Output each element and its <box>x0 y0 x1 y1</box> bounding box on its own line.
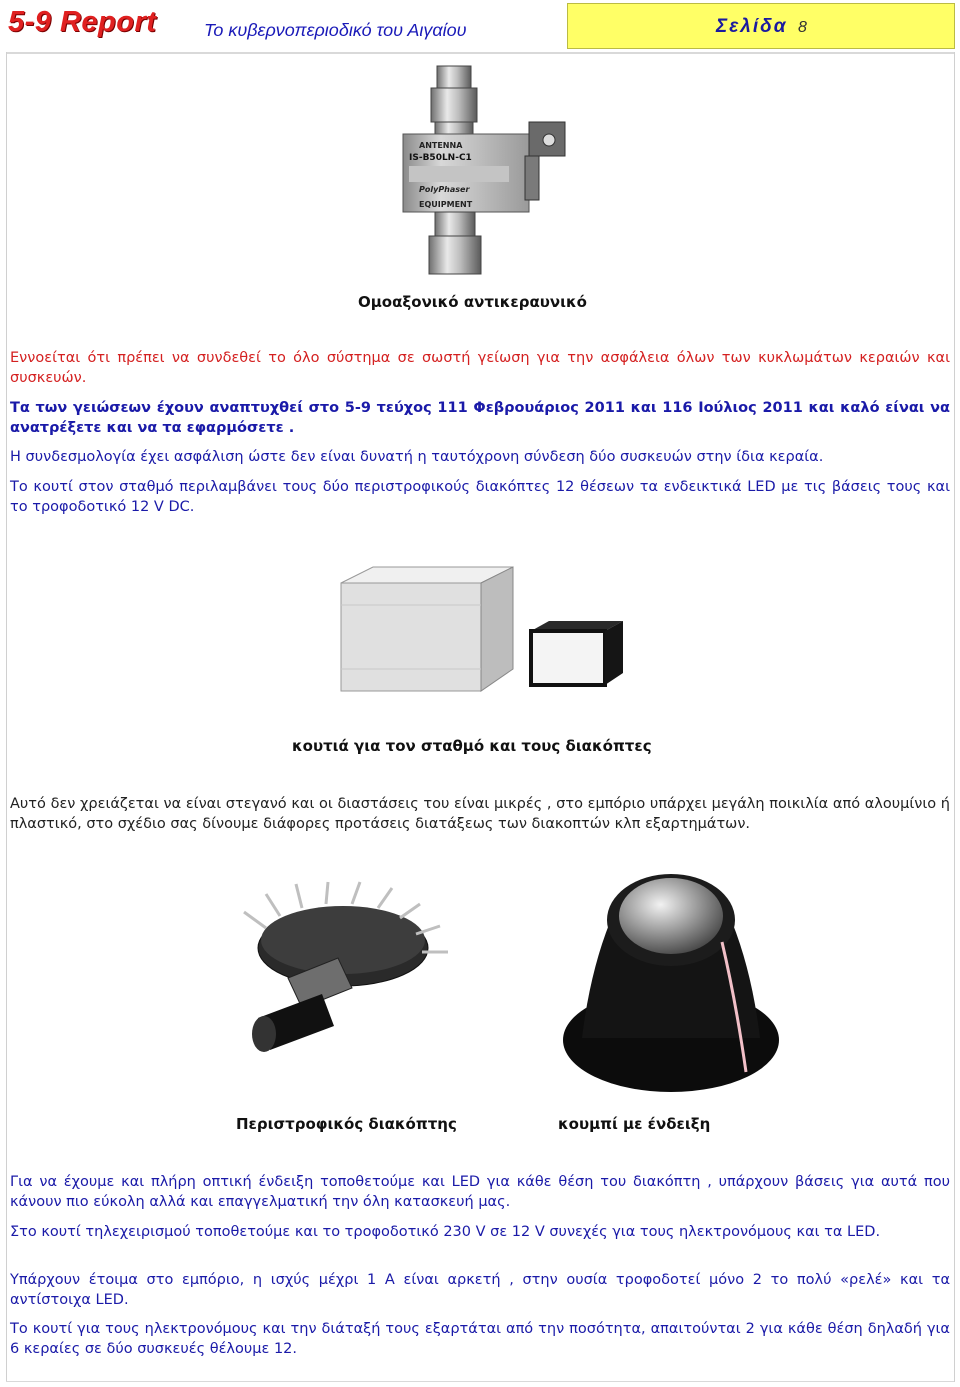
enclosures-caption: κουτιά για τον σταθμό και τους διακόπτες <box>292 737 652 755</box>
enclosures-image <box>335 565 635 695</box>
arrester-fineprint <box>409 166 509 182</box>
magazine-tagline: Το κυβερνοπεριοδικό του Αιγαίου <box>204 20 467 40</box>
rotary-switch-image <box>218 878 478 1078</box>
right-margin-line <box>954 52 955 1382</box>
arrester-label-line: ANTENNA <box>419 141 463 150</box>
left-margin-line <box>6 52 7 1382</box>
paragraph-interlock: Η συνδεσμολογία έχει ασφάλιση ώστε δεν είναι δυνατή η ταυτόχρονη σύνδεση δύο συσκευών στην ίδια κεραία. <box>10 449 824 465</box>
arrester-label-line: EQUIPMENT <box>419 200 473 209</box>
paragraph-led-indication: Για να έχουμε και πλήρη οπτική ένδειξη τοποθετούμε και LED για κάθε θέση του διακόπτη , υπάρχουν βάσεις για αυτά που κάνουν πιο εύκολη αλλά και επαγγελματική την όλη κατασκευή μας. <box>10 1174 950 1210</box>
arrester-caption: Ομοαξονικό αντικεραυνικό <box>358 293 587 311</box>
footer-divider <box>6 1381 954 1382</box>
magazine-brand: 5-9 Report <box>8 6 157 38</box>
rotary-switch-caption: Περιστροφικός διακόπτης <box>236 1115 457 1133</box>
page-number-box <box>567 3 955 49</box>
header-divider <box>6 52 954 54</box>
paragraph-grounding-reference: Τα των γειώσεων έχουν αναπτυχθεί στο 5-9 τεύχος 111 Φεβρουάριος 2011 και 116 Ιούλιος 2011 και καλό είναι να ανατρέξετε και να τα εφαρμόσετε . <box>10 400 950 436</box>
page-header <box>0 0 960 52</box>
paragraph-grounding: Εννοείται ότι πρέπει να συνδεθεί το όλο σύστημα σε σωστή γείωση για την ασφάλεια όλων των κυκλωμάτων κεραιών και συσκευών. <box>10 350 950 386</box>
paragraph-relay-count: Το κουτί για τους ηλεκτρονόμους και την διάταξή τους εξαρτάται από την ποσότητα, απαιτούνται 2 για κάθε θέση δηλαδή για 6 κεραίες σε δύο συσκευές θέλουμε 12. <box>10 1321 950 1357</box>
paragraph-enclosure: Αυτό δεν χρειάζεται να είναι στεγανό και οι διαστάσεις του είναι μικρές , στο εμπόριο υπάρχει μεγάλη ποικιλία από αλουμίνιο ή πλαστικό, στο σχέδιο σας δίνουμε διάφορες προτάσεις διατάξεως των διακοπτών κλπ εξαρτημάτων. <box>10 796 950 832</box>
knob-image <box>560 862 782 1097</box>
page-label: Σελίδα <box>716 16 788 37</box>
arrester-label-line: IS-B50LN-C1 <box>409 153 472 163</box>
page-number: 8 <box>798 19 807 36</box>
paragraph-ready-made: Υπάρχουν έτοιμα στο εμπόριο, η ισχύς μέχρι 1 A είναι αρκετή , στην ουσία τροφοδοτεί μόνο 2 το πολύ «ρελέ» και τα αντίστοιχα LED. <box>10 1272 950 1308</box>
paragraph-station-box: Το κουτί στον σταθμό περιλαμβάνει τους δύο περιστροφικούς διακόπτες 12 θέσεων τα ενδεικτικά LED με τις βάσεις τους και το τροφοδοτικό 12 V DC. <box>10 479 950 515</box>
paragraph-power-supply: Στο κουτί τηλεχειρισμού τοποθετούμε και το τροφοδοτικό 230 V σε 12 V συνεχές για τους ηλεκτρονόμους και τα LED. <box>10 1224 881 1240</box>
knob-caption: κουμπί με ένδειξη <box>558 1115 711 1133</box>
arrester-label-line: PolyPhaser <box>419 185 470 194</box>
coaxial-arrester-image <box>395 62 585 280</box>
